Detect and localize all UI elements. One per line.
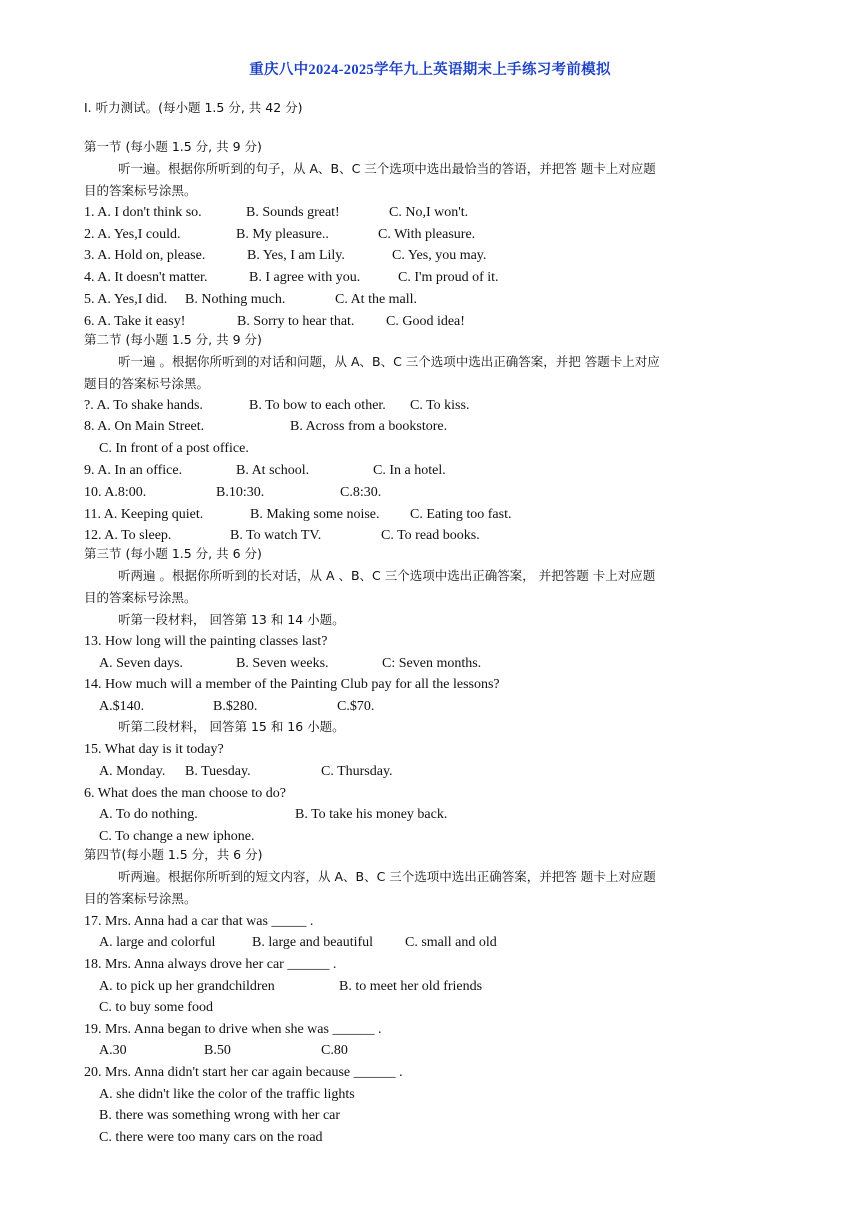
section2-heading: 第二节 (每小题 1.5 分, 共 9 分) [84,332,262,347]
q1-option-c: C. No,I won't. [389,205,469,220]
page-title: 重庆八中2024-2025学年九上英语期末上手练习考前模拟 [249,62,611,78]
q9-option-c: C. In a hotel. [373,463,446,478]
section4-instruction-line1: 听两遍。根据你所听到的短文内容，从 A、B、C 三个选项中选出正确答案，并把答 题卡上对应题 [118,869,656,884]
part1-heading: I. 听力测试。(每小题 1.5 分, 共 42 分) [84,100,303,115]
q12-option-c: C. To read books. [381,528,480,543]
q7-option-b: B. To bow to each other. [249,398,386,413]
q4-option-c: C. I'm proud of it. [398,270,499,285]
q5-option-a: 5. A. Yes,I did. [84,292,168,307]
q6-option-b: B. Sorry to hear that. [237,314,355,329]
q5-option-b: B. Nothing much. [185,292,286,307]
q2-option-a: 2. A. Yes,I could. [84,227,181,242]
section3-material1-note: 听第一段材料， 回答第 13 和 14 小题。 [118,612,345,627]
q2-option-b: B. My pleasure.. [236,227,329,242]
q3-option-a: 3. A. Hold on, please. [84,248,206,263]
q20-option-a: A. she didn't like the color of the traffic lights [99,1087,355,1102]
q4-option-b: B. I agree with you. [249,270,361,285]
section2-instruction-line2: 题目的答案标号涂黑。 [84,376,210,391]
section3-heading: 第三节 (每小题 1.5 分, 共 6 分) [84,546,262,561]
q13-option-c: C: Seven months. [382,656,482,671]
q20-stem: 20. Mrs. Anna didn't start her car again because ______ . [84,1065,403,1080]
section1-heading: 第一节 (每小题 1.5 分, 共 9 分) [84,139,262,154]
q9-option-b: B. At school. [236,463,310,478]
q16-stem: 6. What does the man choose to do? [84,786,286,801]
q14-option-a: A.$140. [99,699,145,714]
q11-option-c: C. Eating too fast. [410,507,512,522]
q1-option-b: B. Sounds great! [246,205,340,220]
q17-stem: 17. Mrs. Anna had a car that was _____ . [84,914,314,929]
q14-option-c: C.$70. [337,699,375,714]
section3-instruction-line1: 听两遍 。根据你所听到的长对话，从 A 、B、C 三个选项中选出正确答案， 并把答题 卡上对应题 [118,568,656,583]
q16-option-b: B. To take his money back. [295,807,448,822]
q12-option-b: B. To watch TV. [230,528,322,543]
section4-heading: 第四节(每小题 1.5 分，共 6 分) [84,847,263,862]
q15-stem: 15. What day is it today? [84,742,224,757]
q12-option-a: 12. A. To sleep. [84,528,172,543]
q1-option-a: 1. A. I don't think so. [84,205,202,220]
q18-option-c: C. to buy some food [99,1000,213,1015]
q13-option-a: A. Seven days. [99,656,183,671]
q15-option-c: C. Thursday. [321,764,393,779]
q3-option-b: B. Yes, I am Lily. [247,248,345,263]
section1-instruction-line1: 听一遍。根据你所听到的句子，从 A、B、C 三个选项中选出最恰当的答语，并把答 题卡上对应题 [118,161,656,176]
q4-option-a: 4. A. It doesn't matter. [84,270,208,285]
q16-option-a: A. To do nothing. [99,807,198,822]
q8-option-a: 8. A. On Main Street. [84,419,205,434]
q10-option-c: C.8:30. [340,485,382,500]
section2-instruction-line1: 听一遍 。根据你所听到的对话和问题，从 A、B、C 三个选项中选出正确答案，并把 答题卡上对应 [118,354,660,369]
q16-option-c: C. To change a new iphone. [99,829,255,844]
q19-option-c: C.80 [321,1043,348,1058]
q6-option-c: C. Good idea! [386,314,465,329]
section1-instruction-line2: 目的答案标号涂黑。 [84,183,197,198]
q2-option-c: C. With pleasure. [378,227,476,242]
q18-option-b: B. to meet her old friends [339,979,483,994]
q18-stem: 18. Mrs. Anna always drove her car ______ . [84,957,337,972]
q15-option-b: B. Tuesday. [185,764,251,779]
q5-option-c: C. At the mall. [335,292,418,307]
q14-stem: 14. How much will a member of the Painting Club pay for all the lessons? [84,677,500,692]
section3-instruction-line2: 目的答案标号涂黑。 [84,590,197,605]
q13-option-b: B. Seven weeks. [236,656,329,671]
q17-option-b: B. large and beautiful [252,935,374,950]
q19-option-a: A.30 [99,1043,127,1058]
q18-option-a: A. to pick up her grandchildren [99,979,275,994]
q17-option-c: C. small and old [405,935,497,950]
q8-option-c: C. In front of a post office. [99,441,249,456]
q20-option-c: C. there were too many cars on the road [99,1130,323,1145]
q10-option-b: B.10:30. [216,485,265,500]
q3-option-c: C. Yes, you may. [392,248,487,263]
q14-option-b: B.$280. [213,699,258,714]
q9-option-a: 9. A. In an office. [84,463,183,478]
q15-option-a: A. Monday. [99,764,166,779]
q19-option-b: B.50 [204,1043,231,1058]
q8-option-b: B. Across from a bookstore. [290,419,448,434]
section4-instruction-line2: 目的答案标号涂黑。 [84,891,197,906]
q11-option-a: 11. A. Keeping quiet. [84,507,204,522]
q13-stem: 13. How long will the painting classes last? [84,634,328,649]
section3-material2-note: 听第二段材料， 回答第 15 和 16 小题。 [118,719,345,734]
q7-option-c: C. To kiss. [410,398,470,413]
q17-option-a: A. large and colorful [99,935,216,950]
q10-option-a: 10. A.8:00. [84,485,147,500]
q11-option-b: B. Making some noise. [250,507,380,522]
q20-option-b: B. there was something wrong with her car [99,1108,341,1123]
q19-stem: 19. Mrs. Anna began to drive when she was ______ . [84,1022,382,1037]
q6-option-a: 6. A. Take it easy! [84,314,186,329]
q7-option-a: ?. A. To shake hands. [84,398,203,413]
